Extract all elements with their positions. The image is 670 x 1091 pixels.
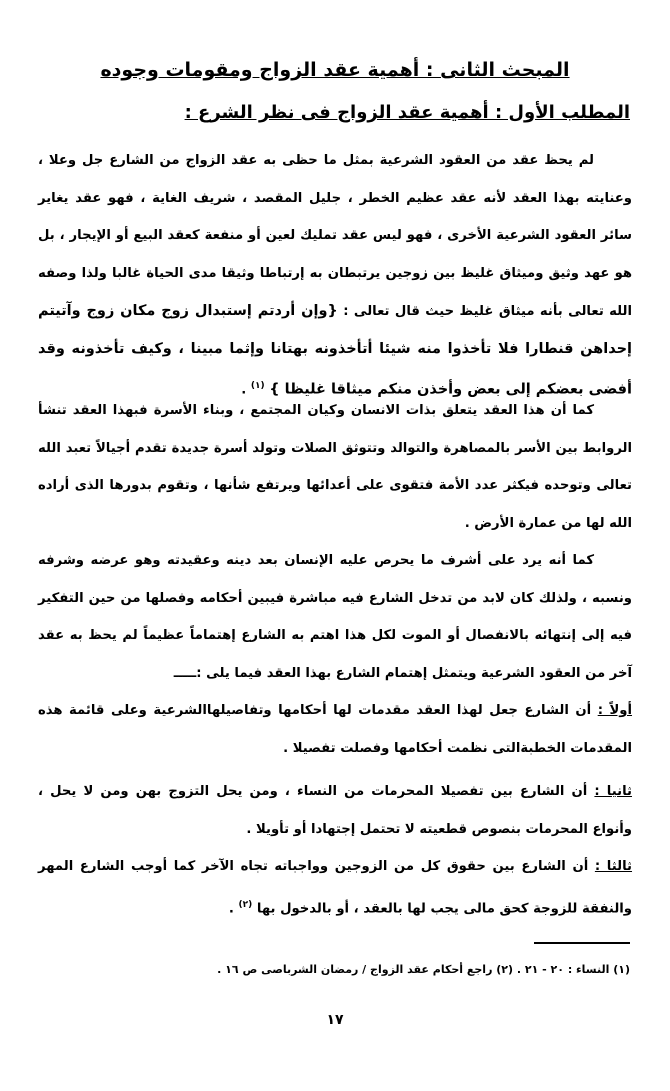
paragraph-society: كما أن هذا العقد يتعلق بذات الانسان وكيان المجتمع ، وبناء الأسرة فبهذا العقد تنشأ الروابط بين الأسر بالمصاهرة والتوالد وتتوثق الصلات وتولد أسرة جديدة تقدم أجيالاً تعبد الله تعالى وتوحده فيكثر عدد الأمة فتقوى على أعدائها ويرتفع شأنها ، وتقوم بدورها الذى أراده الله لها من عمارة الأرض . [38, 403, 632, 532]
paragraph-importance [38, 142, 632, 409]
point-third [38, 848, 632, 928]
footnote-ref: (١) [250, 381, 265, 392]
paragraph-text: لم يحظ عقد من العقود الشرعية بمثل ما حظى به عقد الزواج من الشارع جل وعلا ، وعنايته بهذا العقد لأنه عقد عظيم الخطر ، جليل المقصد ، شريف الغاية ، فهو عقد يغاير سائر العقود الشرعية الأخرى ، فهو ليس عقد تمليك لعين أو منفعة كعقد البيع أو الإيجار ، بل هو عهد وثيق وميثاق غليظ بين زوجين يرتبطان به إرتباطا وثيقا مدى الحياة غالبا ولذا وصفه الله تعالى بأنه ميثاق غليظ حيث قال تعالى : [38, 153, 633, 319]
section-heading: المبحث الثانى : أهمية عقد الزواج ومقومات وجوده [100, 59, 570, 81]
subsection-heading: المطلب الأول : أهمية عقد الزواج فى نظر الشرع : [184, 102, 630, 123]
footnotes: (١) النساء : ٢٠ - ٢١ . (٢) راجع أحكام عقد الزواج / رمضان الشرباصى ص ١٦ . [217, 963, 630, 976]
page-number: ١٧ [326, 1012, 344, 1028]
point-text: أن الشارع بين حقوق كل من الزوجين وواجباته تجاه الآخر كما أوجب الشارع المهر والنفقة للزوجة كحق مالى يجب لها بالعقد ، أو بالدخول بها [38, 859, 632, 917]
point-text: أن الشارع بين تفصيلا المحرمات من النساء ، ومن يحل التزوج بهن ومن لا يحل ، وأنواع المحرمات بنصوص قطعيته لا تحتمل إجتهادا أو تأويلا . [38, 784, 632, 837]
paragraph-honor: كما أنه يرد على أشرف ما يحرص عليه الإنسان بعد دينه وعقيدته وهو عرضه وشرفه ونسبه ، ولذلك كان لابد من تدخل الشارع فيه مباشرة فيبين أحكامه وفصلها من حين التفكير فيه إلى إنتهائه بالانفصال أو الموت لكل هذا اهتم به الشارع إهتماماً عظيماً لم يحظ به عقد آخر من العقود الشرعية ويتمثل إهتمام الشارع بهذا العقد فيما يلى :ـــــ [38, 553, 632, 682]
footnote-ref: (٢) [238, 900, 253, 910]
paragraph-end: . [241, 382, 251, 398]
quran-verse: {وإن أردتم إستبدال زوج مكان زوج وآتيتم إحداهن قنطارا فلا تأخذوا منه شيئا أتأخذونه بهتانا وإثما مبينا ، وكيف تأخذونه وقد أفضى بعضكم إلى بعض وأخذن منكم ميثاقا غليظا } [38, 302, 632, 398]
point-end: . [228, 901, 239, 917]
point-text: أن الشارع جعل لهذا العقد مقدمات لها أحكامها وتفاصيلهاالشرعية وعلى قائمة هذه المقدمات الخطبةالتى نظمت أحكامها وفصلت تفصيلا . [38, 703, 632, 756]
point-label: أولاً : [597, 703, 633, 718]
footnote-divider [534, 942, 630, 944]
point-label: ثالثا : [594, 859, 633, 874]
point-second [38, 773, 632, 849]
point-first [38, 692, 632, 768]
point-label: ثانيا : [594, 784, 632, 799]
